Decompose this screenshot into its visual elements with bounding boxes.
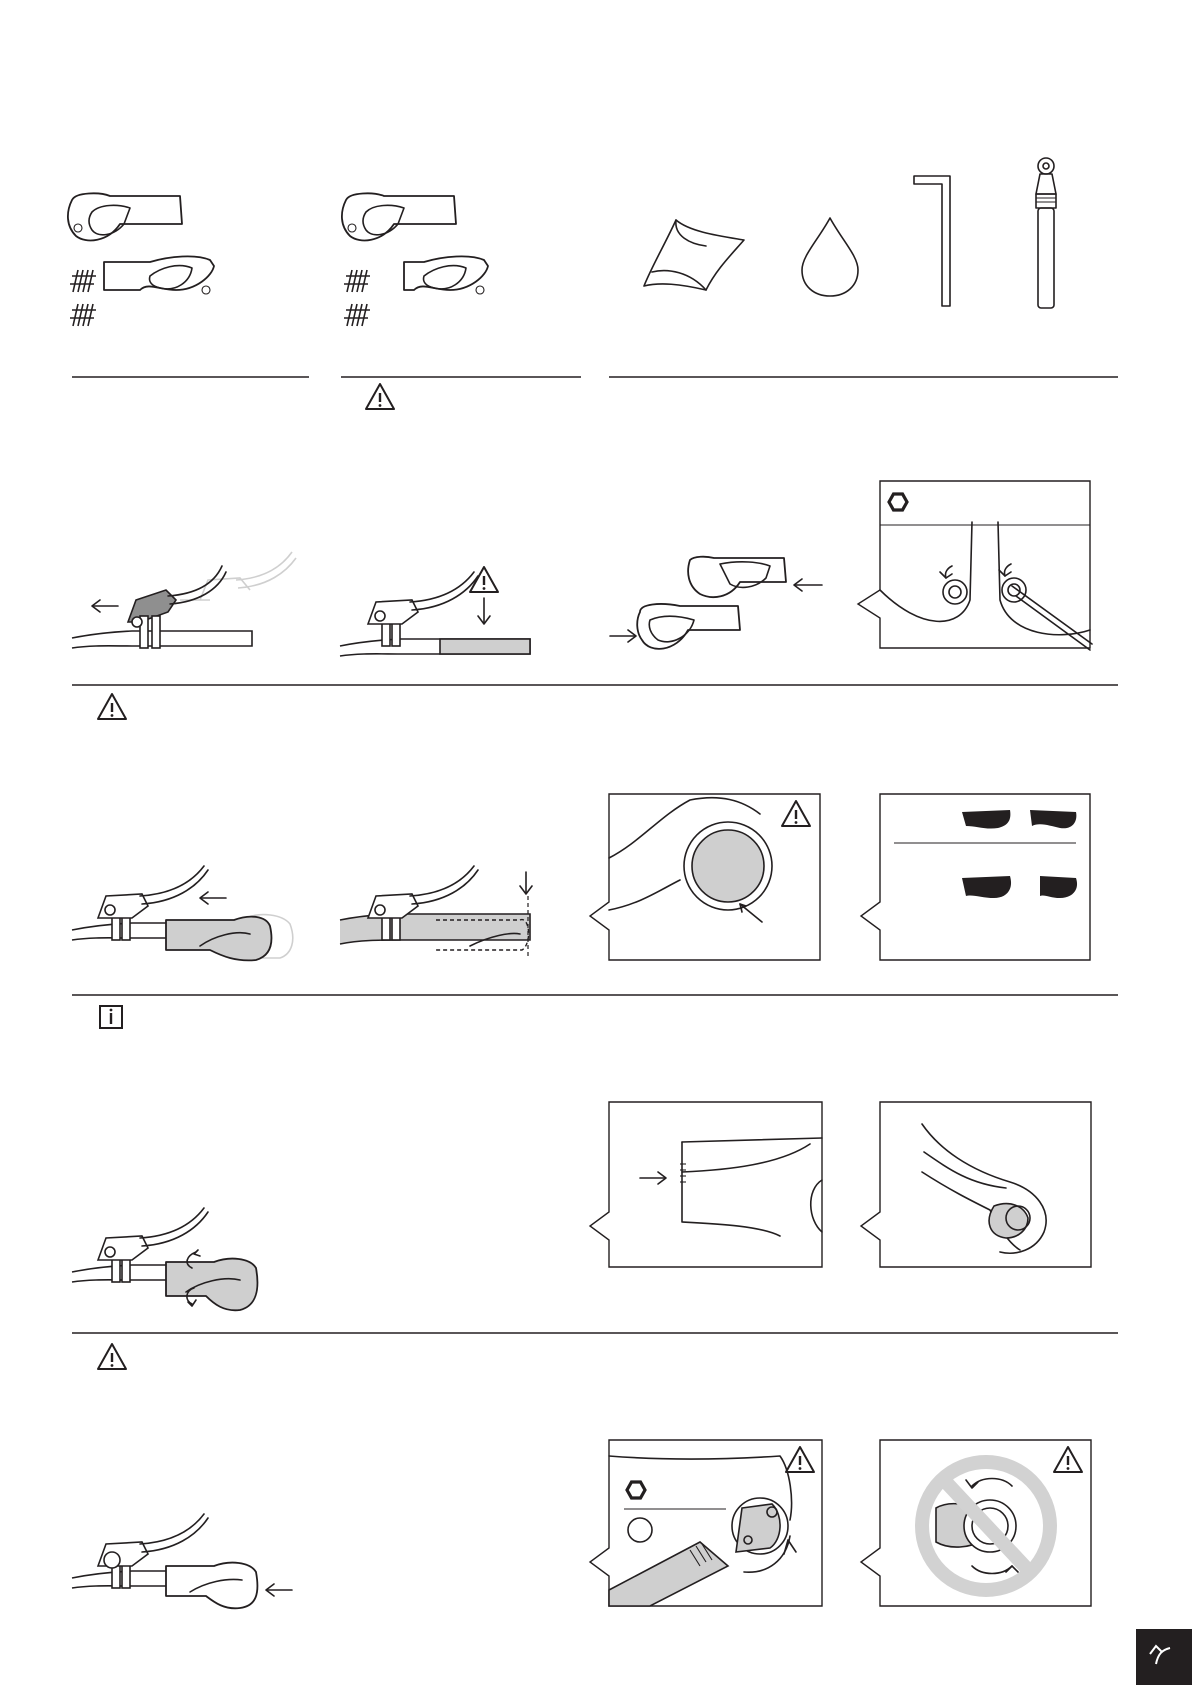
figure-grip-orientation: [610, 557, 822, 649]
grip-left-icon: [342, 193, 456, 240]
torque-wrench-icon: [1036, 158, 1056, 308]
drop-icon: [802, 218, 858, 296]
figure-rotate-grip: [72, 1208, 257, 1310]
panel-grip-orientation-compare: [861, 794, 1090, 960]
clamp-icon: [344, 270, 370, 292]
step-4: [72, 1440, 1091, 1608]
panel-do-not-rotate: [861, 1440, 1091, 1606]
panel-grip-end-cap: [590, 794, 820, 960]
step-2: [72, 794, 1090, 960]
warning-icon: [470, 567, 498, 592]
grip-right-icon: [404, 256, 488, 290]
figure-clean-bar: [340, 567, 530, 656]
warning-icon: [98, 694, 126, 719]
clamp-icon: [70, 270, 96, 292]
figure-final-check: [72, 1514, 292, 1608]
panel-hex-screws: [858, 481, 1092, 650]
tools: [644, 158, 1056, 308]
panel-torque-setting: [590, 1440, 822, 1606]
grip-left-icon: [68, 193, 182, 240]
parts-set-left: [68, 193, 214, 326]
corner-tab[interactable]: [1136, 1629, 1192, 1685]
panel-grip-markings: [590, 1102, 822, 1267]
warning-icon: [98, 1344, 126, 1369]
figure-align-end: [340, 866, 532, 958]
figure-slide-grip: [72, 866, 293, 960]
clamp-icon: [344, 304, 370, 326]
cloth-icon: [644, 220, 744, 290]
step-3: [72, 1102, 1091, 1310]
info-icon: [100, 1006, 122, 1028]
hex-key-icon: [914, 176, 950, 306]
figure-remove-lever: [72, 552, 296, 648]
grip-right-icon: [104, 256, 214, 290]
parts-set-right: [342, 193, 488, 326]
warning-icon: [366, 384, 394, 409]
clamp-icon: [70, 304, 96, 326]
step-1: [72, 481, 1092, 656]
panel-hand-grip: [861, 1102, 1091, 1267]
